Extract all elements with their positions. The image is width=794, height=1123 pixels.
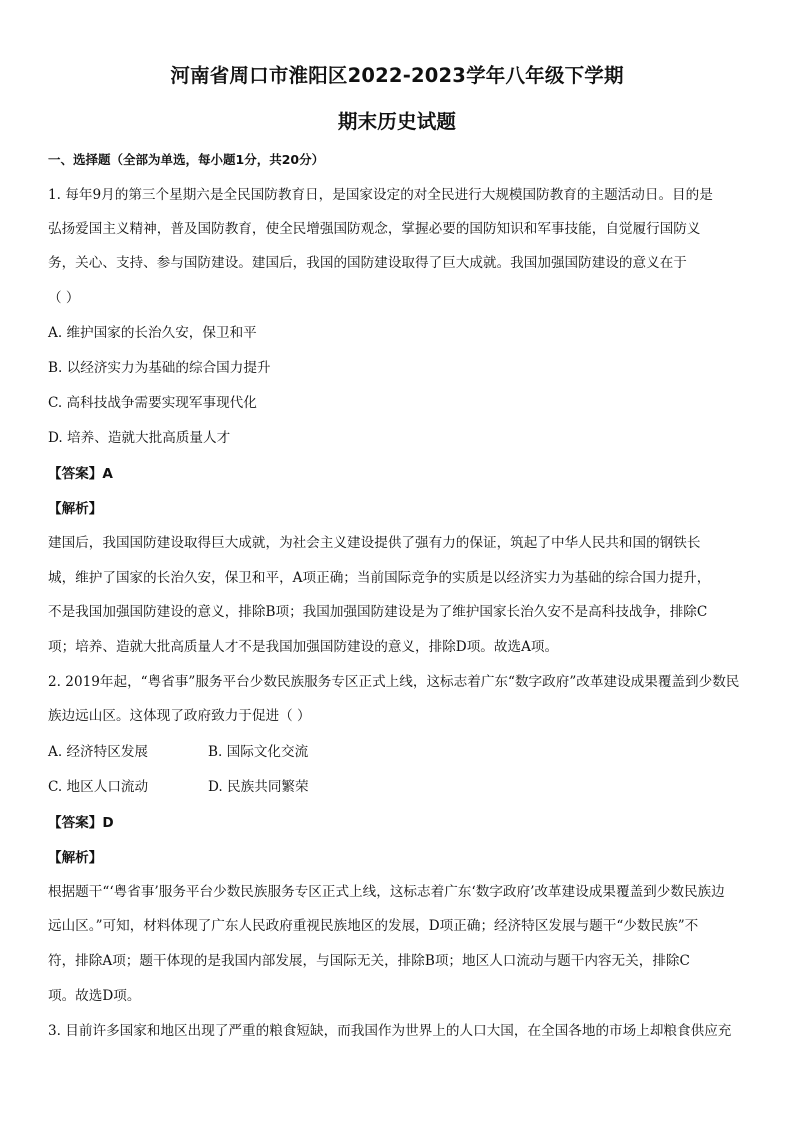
q1-analysis-line: 建国后，我国国防建设取得巨大成就，为社会主义建设提供了强有力的保证，筑起了中华人民共和国的钢铁长: [48, 535, 701, 551]
q2-option-d: D. 民族共同繁荣: [208, 779, 309, 795]
q2-analysis-line: 远山区。”可知，材料体现了广东人民政府重视民族地区的发展，D项正确；经济特区发展与题干“少数民族”不: [48, 918, 699, 934]
q1-option-b: B. 以经济实力为基础的综合国力提升: [48, 360, 271, 376]
q3-stem-line: 3. 目前许多国家和地区出现了严重的粮食短缺，而我国作为世界上的人口大国，在全国各地的市场上却粮食供应充: [48, 1023, 732, 1039]
q2-option-b: B. 国际文化交流: [208, 744, 309, 760]
q1-option-a: A. 维护国家的长治久安，保卫和平: [48, 325, 257, 341]
q1-option-c: C. 高科技战争需要实现军事现代化: [48, 395, 257, 411]
q2-stem-line: 族边远山区。这体现了政府致力于促进（ ）: [48, 708, 311, 724]
q2-analysis-label: 【解析】: [48, 850, 103, 866]
document-title-line1: 河南省周口市淮阳区2022-2023学年八年级下学期: [170, 64, 624, 87]
q1-stem-line: 弘扬爱国主义精神，普及国防教育，使全民增强国防观念，掌握必要的国防知识和军事技能，自觉履行国防义: [48, 221, 701, 237]
q1-analysis-line: 城，维护了国家的长治久安，保卫和平，A项正确；当前国际竞争的实质是以经济实力为基础的综合国力提升，: [48, 570, 711, 586]
q1-stem-line: 务，关心、支持、参与国防建设。建国后，我国的国防建设取得了巨大成就。我国加强国防建设的意义在于: [48, 255, 687, 271]
q1-analysis-label: 【解析】: [48, 501, 103, 517]
q2-analysis-line: 项。故选D项。: [48, 988, 141, 1004]
document-title-line2: 期末历史试题: [337, 110, 457, 133]
q2-option-c: C. 地区人口流动: [48, 779, 149, 795]
q2-analysis-line: 符，排除A项；题干体现的是我国内部发展，与国际无关，排除B项；地区人口流动与题干内容无关，排除C: [48, 953, 690, 969]
q1-answer: 【答案】A: [48, 466, 113, 482]
q1-analysis-line: 不是我国加强国防建设的意义，排除B项；我国加强国防建设是为了维护国家长治久安不是高科技战争，排除C: [48, 604, 708, 620]
q1-stem-line: 1. 每年9月的第三个星期六是全民国防教育日，是国家设定的对全民进行大规模国防教育的主题活动日。目的是: [48, 187, 713, 203]
q2-option-a: A. 经济特区发展: [48, 744, 149, 760]
q2-answer: 【答案】D: [48, 815, 114, 831]
section-heading: 一、选择题（全部为单选，每小题1分，共20分）: [48, 152, 325, 167]
q1-stem-line: （ ）: [48, 290, 80, 306]
q2-stem-line: 2. 2019年起，“粤省事”服务平台少数民族服务专区正式上线，这标志着广东“数字政府”改革建设成果覆盖到少数民: [48, 674, 740, 690]
q1-analysis-line: 项；培养、造就大批高质量人才不是我国加强国防建设的意义，排除D项。故选A项。: [48, 639, 559, 655]
q2-analysis-line: 根据题干“‘粤省事’服务平台少数民族服务专区正式上线，这标志着广东‘数字政府’改革建设成果覆盖到少数民族边: [48, 884, 725, 900]
q1-option-d: D. 培养、造就大批高质量人才: [48, 430, 231, 446]
